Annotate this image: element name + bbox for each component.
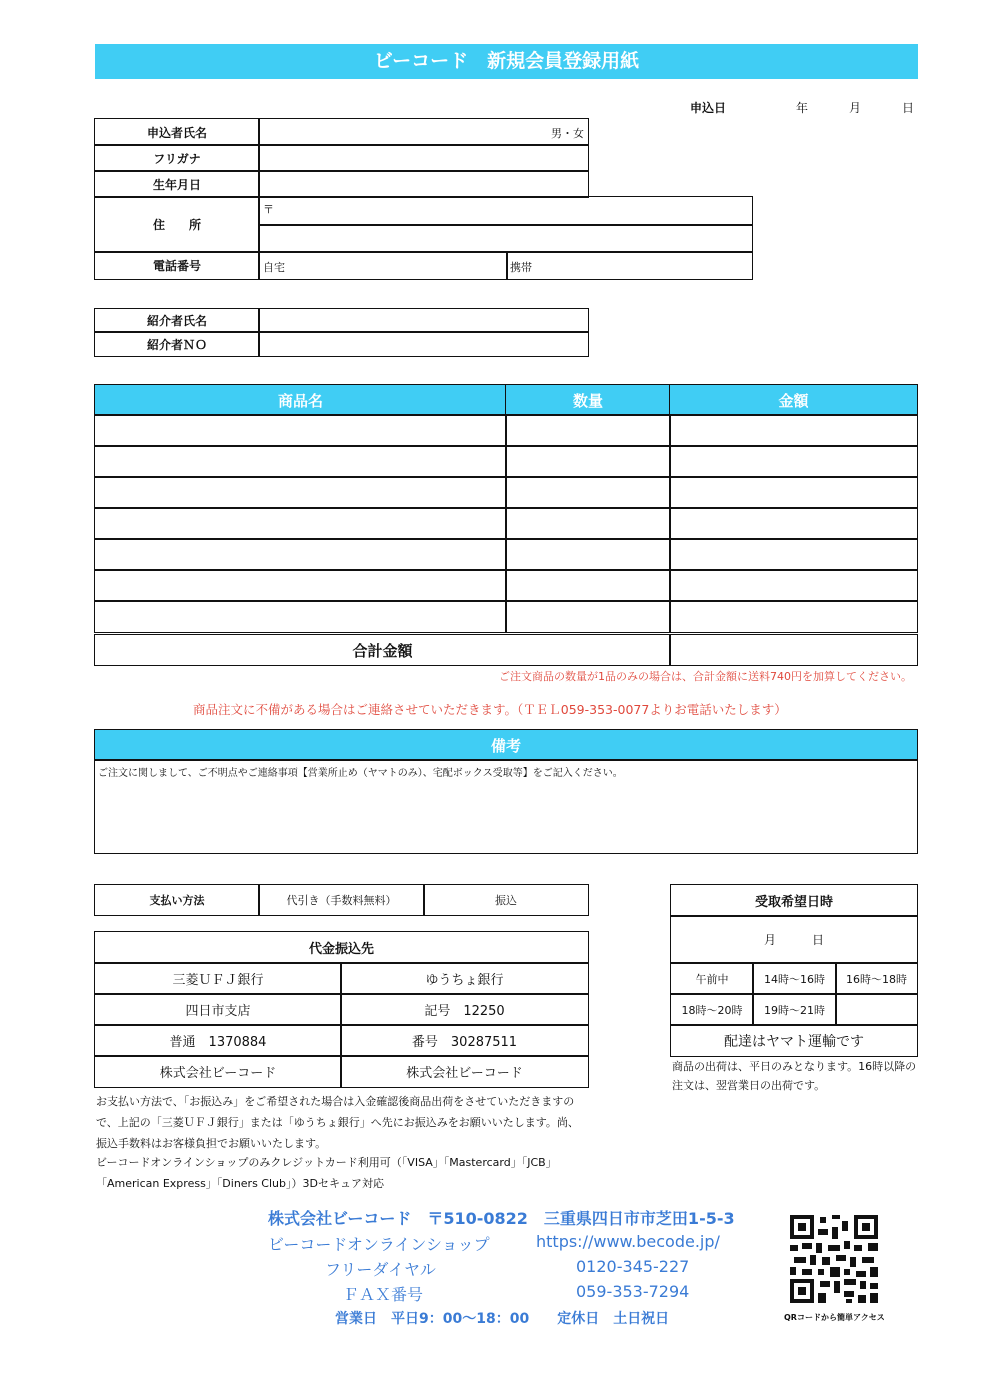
qr-code-icon[interactable] [788, 1213, 880, 1305]
order-header-qty: 数量 [505, 384, 671, 416]
bank-cell: 株式会社ビーコード [340, 1055, 589, 1088]
carrier-note: 配達はヤマト運輸です [670, 1024, 918, 1057]
order-product-cell[interactable] [94, 445, 507, 478]
bank-cell: 記号 12250 [340, 993, 589, 1026]
order-product-cell[interactable] [94, 476, 507, 509]
bank-cell: 四日市支店 [94, 993, 342, 1026]
delivery-date-field[interactable]: 月 日 [670, 915, 918, 964]
delivery-header: 受取希望日時 [670, 884, 918, 917]
bank-cell: 番号 30287511 [340, 1024, 589, 1057]
order-product-cell[interactable] [94, 507, 507, 540]
form-title: ビーコード 新規会員登録用紙 [95, 44, 918, 79]
home-phone-label: 自宅 [263, 261, 285, 274]
order-amount-cell[interactable] [669, 507, 918, 540]
postal-mark: 〒 [263, 203, 274, 216]
footer-hours: 営業日 平日9：00～18：00 定休日 土日祝日 [335, 1311, 670, 1327]
qr-caption: QRコードから簡単アクセス [784, 1313, 885, 1322]
footer-free-number: 0120-345-227 [576, 1257, 690, 1276]
home-phone-field[interactable] [258, 251, 508, 280]
apply-date-day: 日 [902, 101, 915, 115]
address-label: 住 所 [94, 196, 260, 253]
order-amount-cell[interactable] [669, 600, 918, 633]
shipping-schedule-note: 商品の出荷は、平日のみとなります。16時以降の注文は、翌営業日の出荷です。 [672, 1060, 917, 1092]
order-qty-cell[interactable] [505, 600, 671, 633]
phone-label: 電話番号 [94, 251, 260, 280]
address-line-2[interactable] [258, 224, 753, 253]
gender-choice[interactable]: 男・女 [551, 127, 584, 140]
credit-note: ビーコードオンラインショップのみクレジットカード利用可（「VISA」「Mastercard」「JCB」「American Express」「Diners Club」）3Dセキュア対応 [96, 1156, 552, 1190]
delivery-slot-empty [835, 993, 918, 1026]
bank-cell: 三菱ＵＦＪ銀行 [94, 962, 342, 995]
footer-company: 株式会社ビーコード 〒510-0822 三重県四日市市芝田1-5-3 [268, 1209, 735, 1228]
address-line-1[interactable] [258, 196, 753, 226]
bank-cell: 株式会社ビーコード [94, 1055, 342, 1088]
bank-header: 代金振込先 [94, 931, 589, 964]
footer-shop-label: ビーコードオンラインショップ [268, 1235, 490, 1254]
contact-note: 商品注文に不備がある場合はご連絡させていただきます。（ＴＥＬ059-353-0077よりお電話いたします） [193, 702, 787, 717]
order-amount-cell[interactable] [669, 569, 918, 602]
remarks-placeholder: ご注文に関しまして、ご不明点やご連絡事項【営業所止め（ヤマトのみ）、宅配ボックス受取等】をご記入ください。 [98, 768, 623, 779]
kana-label: フリガナ [94, 144, 260, 172]
order-qty-cell[interactable] [505, 445, 671, 478]
footer-fax-number: 059-353-7294 [576, 1282, 690, 1301]
order-qty-cell[interactable] [505, 414, 671, 447]
referrer-no-field[interactable] [258, 331, 589, 357]
mobile-phone-field[interactable] [506, 251, 753, 280]
bank-cell: ゆうちょ銀行 [340, 962, 589, 995]
footer-shop-url[interactable]: https://www.becode.jp/ [536, 1232, 720, 1251]
apply-date-year: 年 [796, 101, 809, 115]
kana-field[interactable] [258, 144, 589, 172]
order-product-cell[interactable] [94, 538, 507, 571]
order-qty-cell[interactable] [505, 569, 671, 602]
payment-transfer-option[interactable]: 振込 [423, 884, 589, 916]
order-qty-cell[interactable] [505, 507, 671, 540]
delivery-slot-option[interactable]: 19時～21時 [752, 993, 837, 1026]
order-header-product: 商品名 [94, 384, 507, 416]
order-qty-cell[interactable] [505, 476, 671, 509]
remarks-header: 備考 [94, 729, 918, 761]
applicant-name-label: 申込者氏名 [94, 118, 260, 146]
delivery-slot-option[interactable]: 14時～16時 [752, 962, 837, 995]
shipping-note: ご注文商品の数量が1品のみの場合は、合計金額に送料740円を加算してください。 [499, 670, 912, 683]
order-header-amount: 金額 [669, 384, 918, 416]
referrer-name-field[interactable] [258, 308, 589, 333]
delivery-slot-option[interactable]: 16時～18時 [835, 962, 918, 995]
order-product-cell[interactable] [94, 569, 507, 602]
order-product-cell[interactable] [94, 600, 507, 633]
footer-fax-label: ＦＡＸ番号 [343, 1285, 424, 1304]
bank-cell: 普通 1370884 [94, 1024, 342, 1057]
birth-field[interactable] [258, 170, 589, 198]
order-amount-cell[interactable] [669, 538, 918, 571]
delivery-slot-option[interactable]: 午前中 [670, 962, 754, 995]
payment-label: 支払い方法 [94, 884, 260, 916]
total-label: 合計金額 [94, 634, 671, 666]
total-amount-field[interactable] [669, 634, 918, 666]
referrer-name-label: 紹介者氏名 [94, 308, 260, 333]
order-amount-cell[interactable] [669, 476, 918, 509]
footer-free-label: フリーダイヤル [325, 1260, 436, 1279]
order-amount-cell[interactable] [669, 414, 918, 447]
referrer-no-label: 紹介者ＮＯ [94, 331, 260, 357]
order-product-cell[interactable] [94, 414, 507, 447]
apply-date-label: 申込日 [690, 101, 727, 115]
mobile-phone-label: 携帯 [510, 261, 532, 274]
birth-label: 生年月日 [94, 170, 260, 198]
applicant-name-field[interactable] [258, 118, 589, 146]
delivery-slot-option[interactable]: 18時～20時 [670, 993, 754, 1026]
payment-cod-option[interactable]: 代引き（手数料無料） [258, 884, 425, 916]
order-qty-cell[interactable] [505, 538, 671, 571]
bank-note: お支払い方法で、「お振込み」をご希望された場合は入金確認後商品出荷をさせていただきますので、上記の「三菱ＵＦＪ銀行」または「ゆうちょ銀行」へ先にお振込みをお願いいたします。尚、振込手数料はお客様負担でお願いいたします。 [96, 1095, 579, 1150]
order-amount-cell[interactable] [669, 445, 918, 478]
apply-date-month: 月 [849, 101, 862, 115]
remarks-field[interactable] [94, 759, 918, 854]
